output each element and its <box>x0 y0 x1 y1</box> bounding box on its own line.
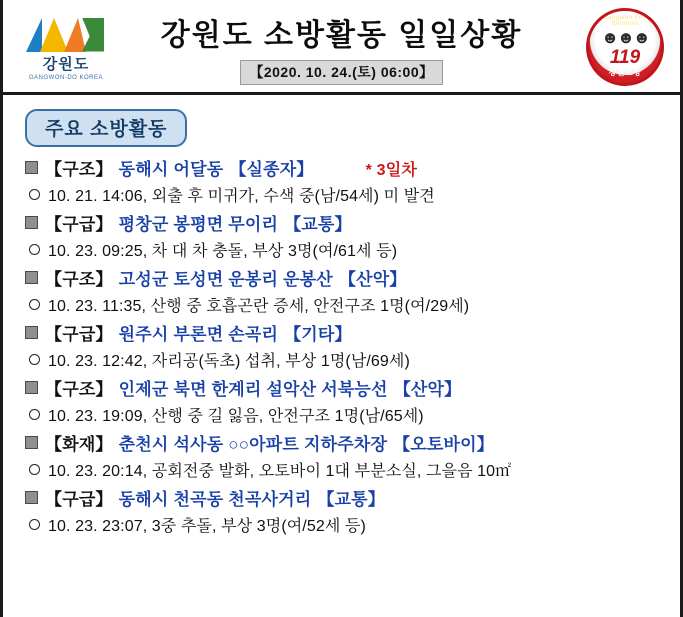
incident-detail: 10. 23. 20:14, 공회전중 발화, 오토바이 1대 부분소실, 그을음 10㎡ <box>48 463 512 480</box>
incident-tag: 【산악】 <box>338 270 407 289</box>
gangwon-province-logo <box>17 10 115 82</box>
incident-heading <box>25 155 670 180</box>
emblem-number: 119 <box>609 47 641 68</box>
province-logo-subtitle: GANGWON-DO KOREA <box>28 74 103 81</box>
section-title-label: 주요 소방활동 <box>45 119 168 140</box>
square-bullet-icon <box>25 161 38 174</box>
incident-heading <box>25 375 670 400</box>
incident-category: 【구급】 <box>45 490 113 509</box>
incident-detail-row <box>29 513 670 536</box>
page-title: 강원도 소방활동 일일상황 <box>160 18 523 52</box>
incident-category: 【구조】 <box>45 160 113 179</box>
incident-place: 원주시 부론면 손곡리 <box>118 325 279 344</box>
incident-detail: 10. 23. 11:35, 산행 중 호흡곤란 증세, 안전구조 1명(여/29세) <box>48 298 470 315</box>
incident-detail-row <box>29 403 670 426</box>
emblem-top-text: Gangwon Fire Services <box>603 15 647 27</box>
incident-place: 동해시 어달동 <box>118 160 224 179</box>
incident-category: 【구급】 <box>45 325 113 344</box>
circle-bullet-icon <box>29 354 40 365</box>
incident-tag: 【교통】 <box>317 490 386 509</box>
document-header <box>3 0 680 95</box>
square-bullet-icon <box>25 381 38 394</box>
province-logo-name: 강원도 <box>42 55 90 73</box>
incident-category: 【구조】 <box>45 270 113 289</box>
incident-tag: 【산악】 <box>393 380 462 399</box>
square-bullet-icon <box>25 326 38 339</box>
circle-bullet-icon <box>29 299 40 310</box>
incident-detail: 10. 23. 09:25, 차 대 차 충돌, 부상 3명(여/61세 등) <box>48 243 398 260</box>
incident-detail: 10. 23. 12:42, 자리공(독초) 섭취, 부상 1명(남/69세) <box>48 353 410 370</box>
section-title <box>25 109 187 147</box>
incident-detail-row <box>29 348 670 371</box>
incident-note: * 3일차 <box>365 162 418 179</box>
incident-place: 동해시 천곡동 천곡사거리 <box>118 490 312 509</box>
fire-service-emblem <box>586 8 664 86</box>
incident-place: 춘천시 석사동 ○○아파트 지하주차장 <box>118 435 388 454</box>
incident-heading <box>25 320 670 345</box>
list-item <box>25 485 670 536</box>
list-item <box>25 265 670 316</box>
incident-place: 고성군 토성면 운봉리 운봉산 <box>118 270 333 289</box>
incident-category: 【화재】 <box>45 435 113 454</box>
incident-detail: 10. 21. 14:06, 외출 후 미귀가, 수색 중(남/54세) 미 발견 <box>48 188 435 205</box>
incident-category: 【구급】 <box>45 215 113 234</box>
circle-bullet-icon <box>29 189 40 200</box>
circle-bullet-icon <box>29 519 40 530</box>
incident-detail-row <box>29 238 670 261</box>
incident-heading <box>25 210 670 235</box>
incident-detail: 10. 23. 23:07, 3중 추돌, 부상 3명(여/52세 등) <box>48 518 366 535</box>
incident-tag: 【교통】 <box>284 215 352 234</box>
incident-tag: 【오토바이】 <box>393 435 494 454</box>
incident-detail: 10. 23. 19:09, 산행 중 길 잃음, 안전구조 1명(남/65세) <box>48 408 424 425</box>
firefighters-icon: ☻☻☻ <box>601 28 649 47</box>
incident-list <box>3 155 680 536</box>
list-item <box>25 155 670 206</box>
list-item <box>25 375 670 426</box>
date-row <box>161 60 522 85</box>
list-item <box>25 320 670 371</box>
incident-detail-row <box>29 458 670 481</box>
incident-detail-row <box>29 293 670 316</box>
incident-place: 평창군 봉평면 무이리 <box>118 215 279 234</box>
emblem-bottom-text: 강원소방 <box>608 68 642 77</box>
incident-heading <box>25 485 670 510</box>
header-center <box>161 10 522 85</box>
list-item <box>25 210 670 261</box>
square-bullet-icon <box>25 491 38 504</box>
incident-tag: 【기타】 <box>284 325 352 344</box>
incident-category: 【구조】 <box>45 380 113 399</box>
square-bullet-icon <box>25 271 38 284</box>
report-date: 【2020. 10. 24.(토) 06:00】 <box>240 60 442 85</box>
incident-heading <box>25 265 670 290</box>
square-bullet-icon <box>25 436 38 449</box>
incident-heading <box>25 430 670 455</box>
circle-bullet-icon <box>29 244 40 255</box>
list-item <box>25 430 670 481</box>
circle-bullet-icon <box>29 409 40 420</box>
incident-place: 인제군 북면 한계리 설악산 서북능선 <box>118 380 388 399</box>
circle-bullet-icon <box>29 464 40 475</box>
province-emblem-icon <box>24 12 108 52</box>
incident-tag: 【실종자】 <box>229 160 314 179</box>
square-bullet-icon <box>25 216 38 229</box>
incident-detail-row <box>29 183 670 206</box>
